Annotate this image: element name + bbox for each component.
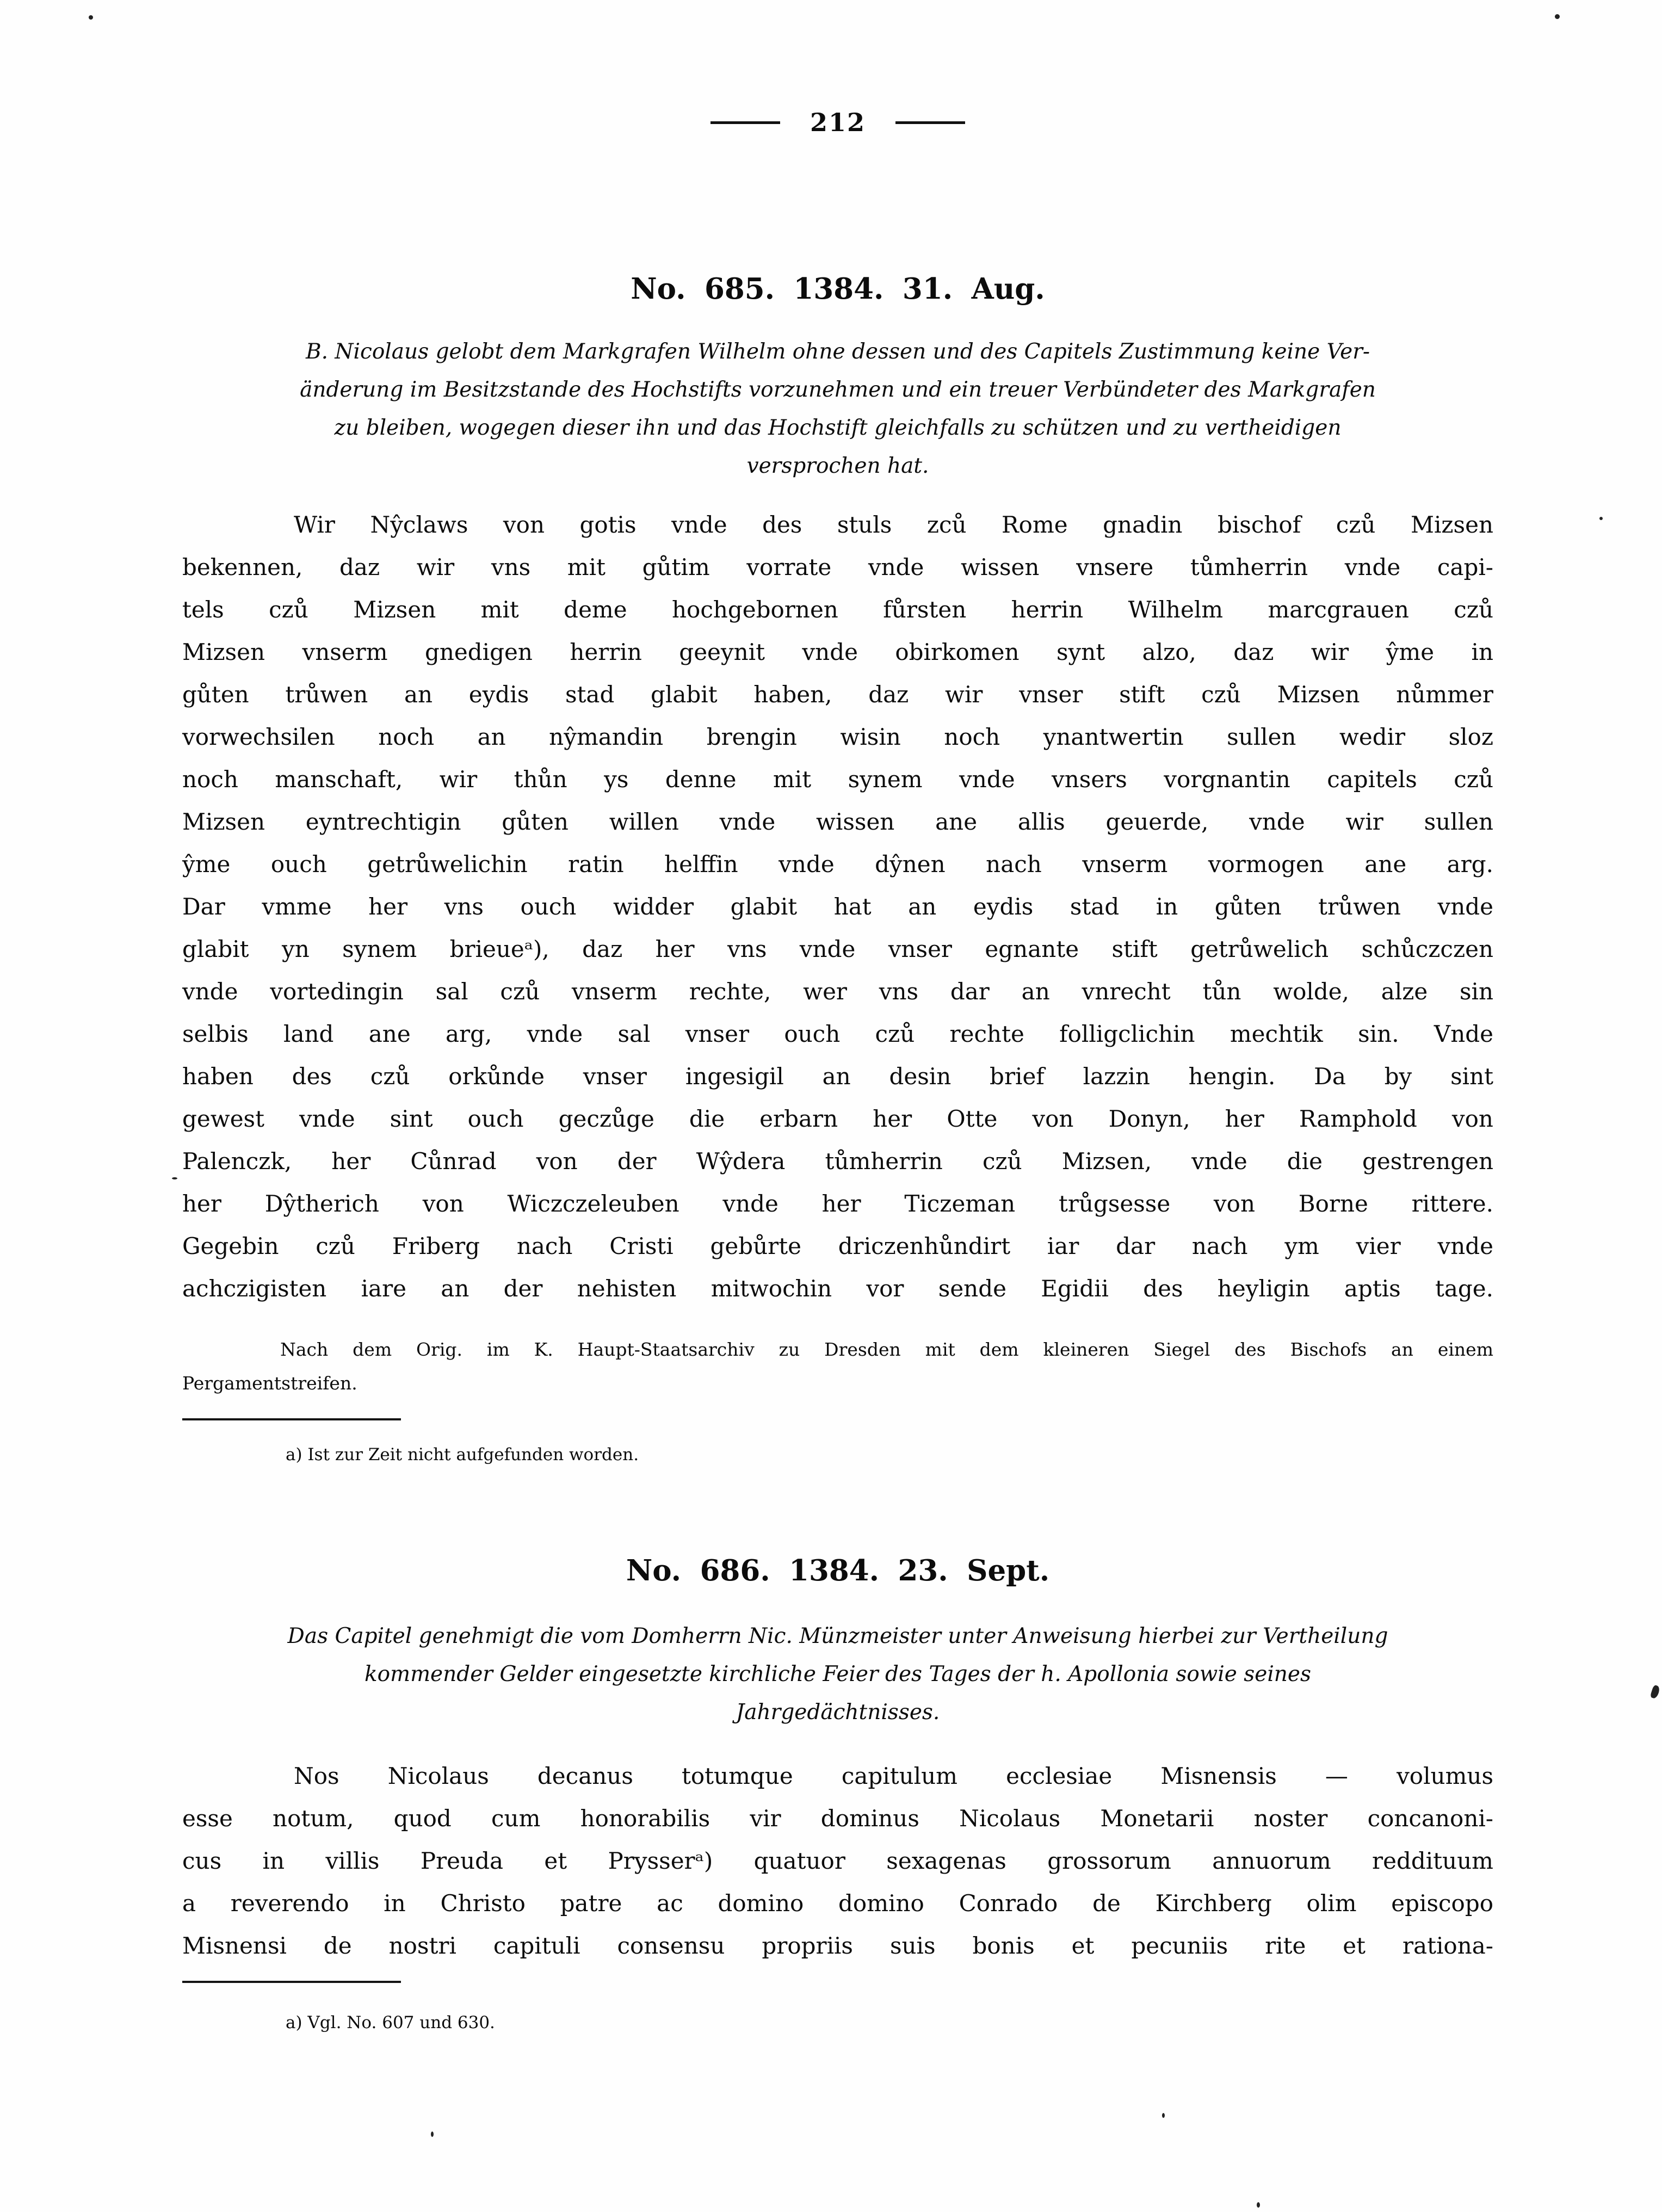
text-line: vorwechsilen noch an nŷmandin brengin wisin noch ynantwertin sullen wedir sloz: [182, 724, 1493, 750]
text-line: Dar vmme her vns ouch widder glabit hat an eydis stad in gůten trůwen vnde: [182, 893, 1493, 920]
ink-speck: [1599, 517, 1603, 520]
ink-speck: [1555, 14, 1560, 19]
text-line: haben des czů orkůnde vnser ingesigil an desin brief lazzin hengin. Da by sint: [182, 1063, 1493, 1090]
text-line: gůten trůwen an eydis stad glabit haben, daz wir vnser stift czů Mizsen nůmmer: [182, 681, 1493, 708]
running-head: [182, 105, 1493, 140]
ink-speck: [1650, 1685, 1661, 1700]
entry-686-footnote: a) Vgl. No. 607 und 630.: [286, 2013, 495, 2032]
text-line: a reverendo in Christo patre ac domino domino Conrado de Kirchberg olim episcopo: [182, 1890, 1493, 1917]
entry-686-summary: [182, 1617, 1493, 1732]
text-line: cus in villis Preuda et Prysserᵃ) quatuor sexagenas grossorum annuorum reddituum: [182, 1848, 1493, 1874]
text-line: änderung im Besitzstande des Hochstifts vorzunehmen und ein treuer Verbündeter des Markgrafen: [300, 378, 1376, 402]
text-line: vnde vortedingin sal czů vnserm rechte, wer vns dar an vnrecht tůn wolde, alze sin: [182, 978, 1493, 1005]
text-line: Das Capitel genehmigt die vom Domherrn Nic. Münzmeister unter Anweisung hierbei zur Vertheilung: [287, 1624, 1388, 1648]
entry-685-source-note: [182, 1333, 1493, 1400]
text-line: Jahrgedächtnisses.: [736, 1700, 940, 1725]
text-line: bekennen, daz wir vns mit gůtim vorrate vnde wissen vnsere tůmherrin vnde capi-: [182, 554, 1493, 580]
text-line: noch manschaft, wir thůn ys denne mit synem vnde vnsers vorgnantin capitels czů: [182, 766, 1493, 793]
ink-speck: [431, 2131, 434, 2137]
ink-speck: [1162, 2113, 1165, 2118]
page-number-dash-right: [895, 121, 965, 124]
ink-speck: [1257, 2202, 1260, 2208]
text-line: Nos Nicolaus decanus totumque capitulum ecclesiae Misnensis — volumus: [294, 1763, 1493, 1789]
text-line: Palenczk, her Cůnrad von der Wŷdera tůmherrin czů Mizsen, vnde die gestrengen: [182, 1148, 1493, 1175]
text-line: ŷme ouch getrůwelichin ratin helffin vnde dŷnen nach vnserm vormogen ane arg.: [182, 851, 1493, 878]
entry-686-body-text: [182, 1755, 1493, 1967]
entry-685-body-text: [182, 504, 1493, 1310]
text-line: tels czů Mizsen mit deme hochgebornen fůrsten herrin Wilhelm marcgrauen czů: [182, 596, 1493, 623]
text-line: Mizsen vnserm gnedigen herrin geeynit vnde obirkomen synt alzo, daz wir ŷme in: [182, 639, 1493, 665]
ink-speck: [89, 15, 93, 20]
text-line: Nach dem Orig. im K. Haupt-Staatsarchiv zu Dresden mit dem kleineren Siegel des Bischofs an einem: [280, 1339, 1493, 1360]
text-line: gewest vnde sint ouch geczůge die erbarn her Otte von Donyn, her Ramphold von: [182, 1105, 1493, 1132]
page-number: 212: [810, 108, 866, 137]
entry-685-footnote: a) Ist zur Zeit nicht aufgefunden worden.: [286, 1445, 639, 1465]
text-line: Mizsen eyntrechtigin gůten willen vnde wissen ane allis geuerde, vnde wir sullen: [182, 808, 1493, 835]
text-line: Wir Nŷclaws von gotis vnde des stuls zců Rome gnadin bischof czů Mizsen: [294, 511, 1493, 538]
text-line: selbis land ane arg, vnde sal vnser ouch czů rechte folligclichin mechtik sin. Vnde: [182, 1021, 1493, 1047]
entry-685-summary: [182, 333, 1493, 485]
text-line: Pergamentstreifen.: [182, 1373, 357, 1394]
text-line: her Dŷtherich von Wiczczeleuben vnde her Ticzeman trůgsesse von Borne rittere.: [182, 1190, 1493, 1217]
entry-685-heading: No. 685. 1384. 31. Aug.: [631, 272, 1045, 306]
text-line: versprochen hat.: [746, 454, 929, 478]
text-line: B. Nicolaus gelobt dem Markgrafen Wilhelm ohne dessen und des Capitels Zustimmung keine Ver-: [305, 339, 1370, 364]
ink-speck: [172, 1177, 177, 1179]
text-line: esse notum, quod cum honorabilis vir dominus Nicolaus Monetarii noster concanoni-: [182, 1805, 1493, 1832]
text-line: glabit yn synem brieueᵃ), daz her vns vnde vnser egnante stift getrůwelich schůczczen: [182, 936, 1493, 962]
page-number-dash-left: [710, 121, 780, 124]
footnote-separator-rule: [182, 1418, 401, 1420]
text-line: Misnensi de nostri capituli consensu propriis suis bonis et pecuniis rite et rationa-: [182, 1932, 1493, 1959]
text-line: zu bleiben, wogegen dieser ihn und das Hochstift gleichfalls zu schützen und zu vertheidigen: [334, 416, 1342, 440]
entry-686-heading: No. 686. 1384. 23. Sept.: [626, 1554, 1050, 1587]
text-line: Gegebin czů Friberg nach Cristi gebůrte driczenhůndirt iar dar nach ym vier vnde: [182, 1233, 1493, 1259]
footnote-separator-rule: [182, 1981, 401, 1983]
text-line: kommender Gelder eingesetzte kirchliche Feier des Tages der h. Apollonia sowie seines: [364, 1662, 1312, 1686]
text-line: achczigisten iare an der nehisten mitwochin vor sende Egidii des heyligin aptis tage.: [182, 1275, 1493, 1302]
